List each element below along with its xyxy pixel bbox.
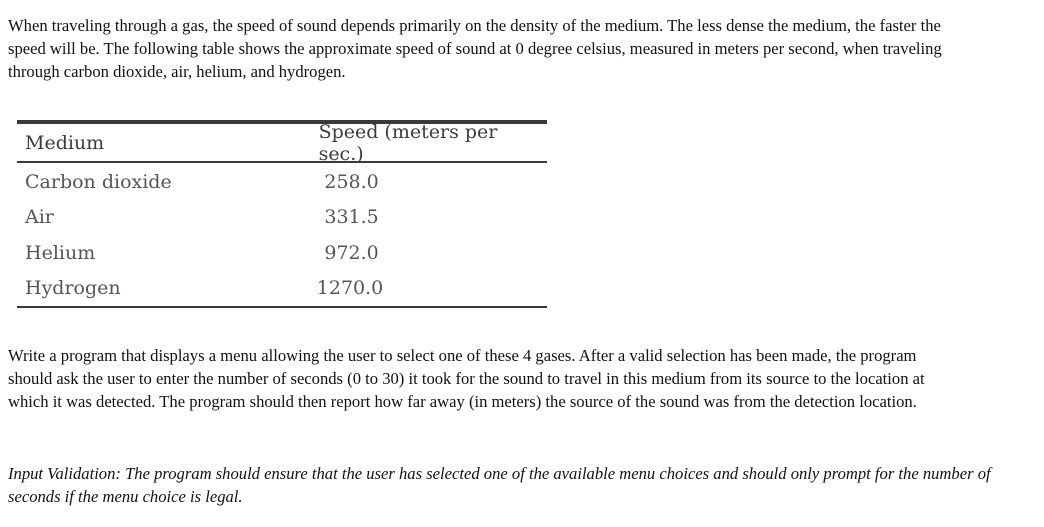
table-header bbox=[17, 120, 547, 165]
header-medium: Medium bbox=[25, 131, 105, 154]
cell-medium: Hydrogen bbox=[25, 277, 121, 300]
intro-paragraph: When traveling through a gas, the speed of sound depends primarily on the density of the medium. The less dense the medium, the faster the speed will be. The following table shows the approximate speed of sound at 0 degree celsius, measured in meters per second, when traveling through carbon dioxide, air, helium, and hydrogen. bbox=[8, 16, 942, 81]
cell-speed bbox=[313, 171, 547, 193]
speed-value: 258.0 bbox=[324, 170, 379, 193]
table-body bbox=[17, 164, 547, 306]
table-row bbox=[17, 164, 547, 200]
speed-value: 972.0 bbox=[324, 241, 379, 264]
speed-value: 331.5 bbox=[324, 206, 379, 229]
cell-medium: Air bbox=[25, 206, 54, 229]
table-row bbox=[17, 200, 547, 236]
cell-medium: Carbon dioxide bbox=[25, 170, 172, 193]
cell-speed bbox=[313, 242, 547, 264]
cell-speed bbox=[313, 277, 547, 299]
header-speed: Speed (meters per sec.) bbox=[318, 120, 498, 165]
table-row bbox=[17, 271, 547, 307]
cell-speed bbox=[313, 206, 547, 228]
speed-of-sound-table bbox=[17, 120, 547, 308]
task-paragraph: Write a program that displays a menu allowing the user to select one of these 4 gases. After a valid selection has been made, the program should ask the user to enter the number of seconds (0 to 30) it took for the sound to travel in this medium from its source to the location at which it was detected. The program should then report how far away (in meters) the source of the sound was from the detection location. bbox=[8, 346, 925, 411]
table-row bbox=[17, 235, 547, 271]
input-validation-paragraph: Input Validation: The program should ensure that the user has selected one of the available menu choices and should only prompt for the number of seconds if the menu choice is legal. bbox=[8, 464, 991, 506]
speed-value: 1270.0 bbox=[316, 277, 384, 300]
cell-medium: Helium bbox=[25, 241, 96, 264]
